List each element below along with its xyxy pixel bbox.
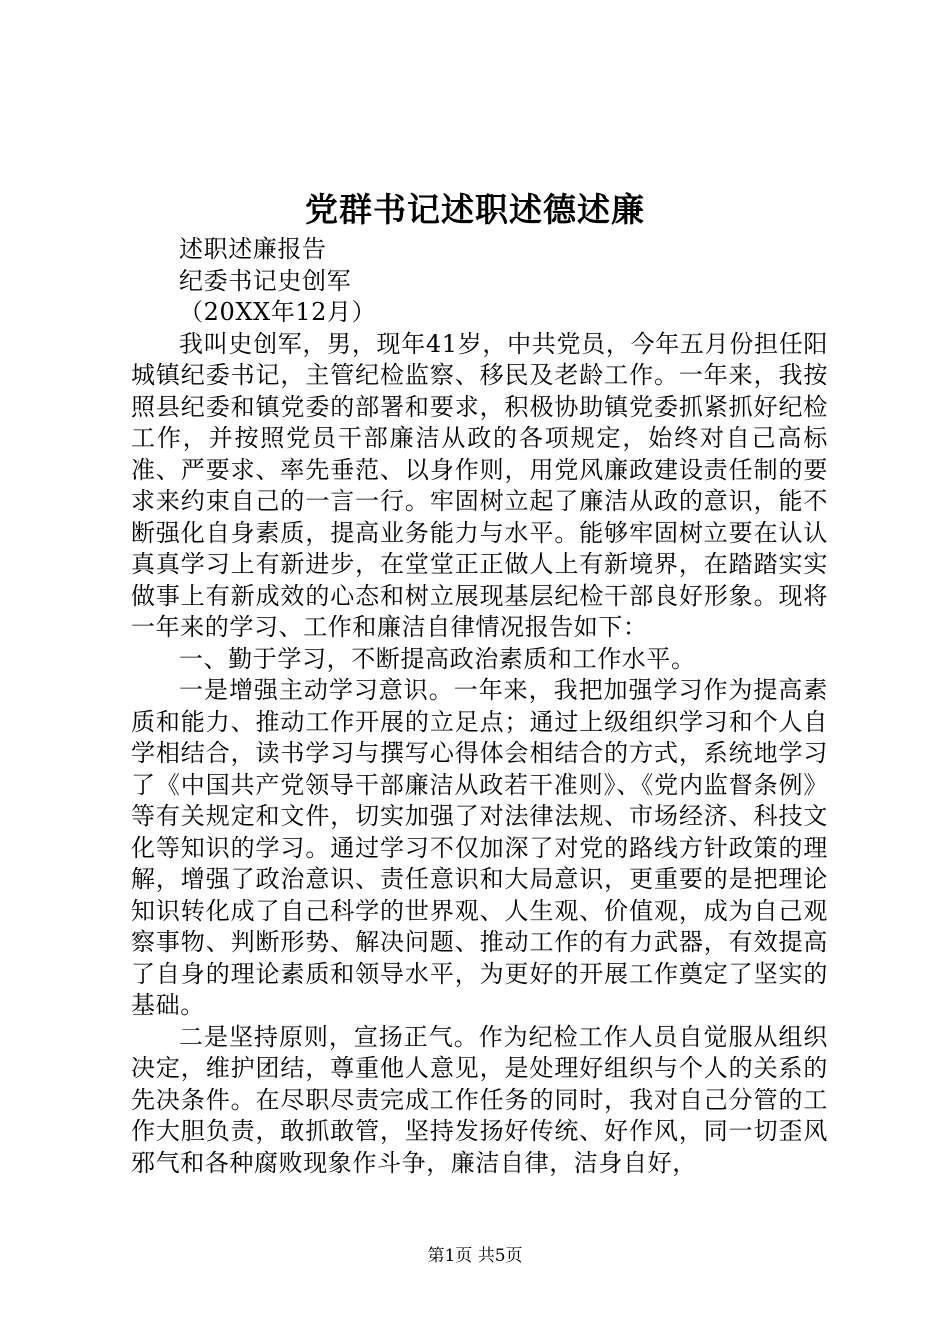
document-title: 党群书记述职述德述廉	[305, 190, 645, 229]
page-number-footer: 第1页 共5页	[427, 1246, 523, 1266]
document-body	[131, 234, 828, 1179]
author-line: 纪委书记史创军	[179, 266, 352, 295]
intro-paragraph: 我叫史创军，男，现年41岁，中共党员，今年五月份担任阳城镇纪委书记，主管纪检监察、移民及老龄工作。一年来，我按照县纪委和镇党委的部署和要求，积极协助镇党委抓紧抓好纪检工作，并按照党员干部廉洁从政的各项规定，始终对自己高标准、严要求、率先垂范、以身作则，用党风廉政建设责任制的要求来约束自己的一言一行。牢固树立起了廉洁从政的意识，能不断强化自身素质，提高业务能力与水平。能够牢固树立要在认认真真学习上有新进步，在堂堂正正做人上有新境界，在踏踏实实做事上有新成效的心态和树立展现基层纪检干部良好形象。现将一年来的学习、工作和廉洁自律情况报告如下：	[131, 329, 828, 641]
body-paragraph-1: 一是增强主动学习意识。一年来，我把加强学习作为提高素质和能力、推动工作开展的立足点；通过上级组织学习和个人自学相结合，读书学习与撰写心得体会相结合的方式，系统地学习了《中国共产党领导干部廉洁从政若干准则》、《党内监督条例》等有关规定和文件，切实加强了对法律法规、市场经济、科技文化等知识的学习。通过学习不仅加深了对党的路线方针政策的理解，增强了政治意识、责任意识和大局意识，更重要的是把理论知识转化成了自己科学的世界观、人生观、价值观，成为自己观察事物、判断形势、解决问题、推动工作的有力武器，有效提高了自身的理论素质和领导水平，为更好的开展工作奠定了坚实的基础。	[131, 676, 828, 1019]
report-heading: 述职述廉报告	[179, 235, 327, 263]
date-line: （20XX年12月）	[179, 298, 377, 326]
section-heading-1: 一、勤于学习，不断提高政治素质和工作水平。	[179, 644, 696, 673]
body-paragraph-2: 二是坚持原则，宣扬正气。作为纪检工作人员自觉服从组织决定，维护团结，尊重他人意见，是处理好组织与个人的关系的先决条件。在尽职尽责完成工作任务的同时，我对自己分管的工作大胆负责，敢抓敢管，坚持发扬好传统、好作风，同一切歪风邪气和各种腐败现象作斗争，廉洁自律，洁身自好，	[131, 1022, 828, 1177]
